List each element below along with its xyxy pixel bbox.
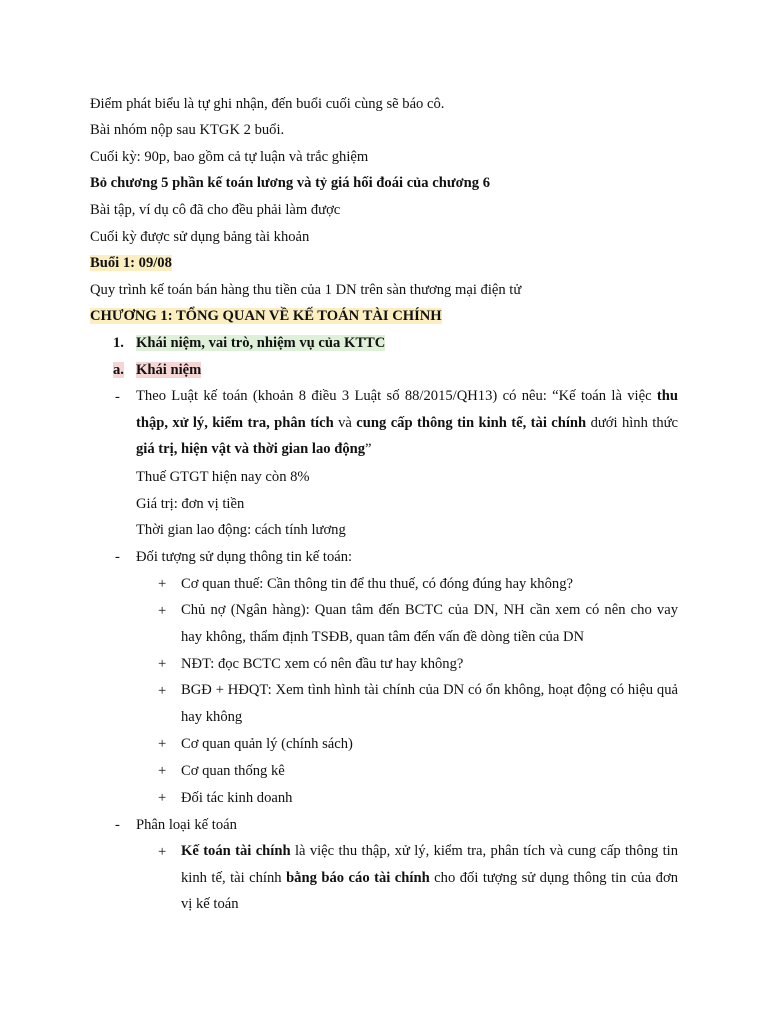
plus-marker: + [158,790,167,806]
note-line-4: Bỏ chương 5 phần kế toán lương và tỷ giá hối đoái của chương 6 [90,175,491,191]
section-heading [136,333,385,353]
section-number: 1. [113,335,124,351]
subsection-letter: a. [113,362,124,378]
plus-marker: + [158,656,167,672]
user-item: NĐT: đọc BCTC xem có nên đầu tư hay không? [181,656,464,672]
plus-marker: + [158,576,167,592]
plus-marker: + [158,763,167,779]
dash-marker: - [115,817,120,833]
user-item: BGĐ + HĐQT: Xem tình hình tài chính của DN có ổn không, hoạt động có hiệu quả hay không [181,682,678,725]
chapter-heading [90,306,442,326]
user-item: Đối tác kinh doanh [181,790,293,806]
note-line-5: Bài tập, ví dụ cô đã cho đều phải làm được [90,202,341,218]
definition-paragraph: Theo Luật kế toán (khoản 8 điều 3 Luật số 88/2015/QH13) có nêu: “Kế toán là việc thu thập, xử lý, kiểm tra, phân tích và cung cấp thông tin kinh tế, tài chính dưới hình thức giá trị, hiện vật và thời gian lao động” [136,388,679,457]
user-item: Cơ quan quản lý (chính sách) [181,736,353,752]
dash-marker: - [115,549,120,565]
note-line-1: Điểm phát biểu là tự ghi nhận, đến buổi cuối cùng sẽ báo cô. [90,96,445,112]
subsection-heading [136,360,201,380]
session-heading [90,253,172,273]
plus-marker: + [158,736,167,752]
user-item: Cơ quan thống kê [181,763,285,779]
note-value: Giá trị: đơn vị tiền [136,496,245,512]
user-item: Chủ nợ (Ngân hàng): Quan tâm đến BCTC của DN, NH cần xem có nên cho vay hay không, thẩm định TSĐB, quan tâm đến vấn đề dòng tiền của DN [181,602,678,645]
note-line-8: Quy trình kế toán bán hàng thu tiền của 1 DN trên sàn thương mại điện tử [90,282,522,298]
chapter-heading-text: CHƯƠNG 1: TỔNG QUAN VỀ KẾ TOÁN TÀI CHÍNH [90,308,442,324]
plus-marker: + [158,683,167,699]
classification-title: Phân loại kế toán [136,817,237,833]
users-title: Đối tượng sử dụng thông tin kế toán: [136,549,353,565]
dash-marker: - [115,389,120,405]
section-heading-text: Khái niệm, vai trò, nhiệm vụ của KTTC [136,335,386,351]
note-line-2: Bài nhóm nộp sau KTGK 2 buổi. [90,122,285,138]
financial-accounting-definition: Kế toán tài chính là việc thu thập, xử lý, kiểm tra, phân tích và cung cấp thông tin kinh tế, tài chính bằng báo cáo tài chính cho đối tượng sử dụng thông tin của đơn vị kế toán [181,843,678,912]
plus-marker: + [158,603,167,619]
plus-marker: + [158,844,167,860]
note-vat: Thuế GTGT hiện nay còn 8% [136,469,310,485]
note-labor-time: Thời gian lao động: cách tính lương [136,522,346,538]
note-line-6: Cuối kỳ được sử dụng bảng tài khoản [90,229,310,245]
subsection-heading-text: Khái niệm [136,362,202,378]
note-line-3: Cuối kỳ: 90p, bao gồm cả tự luận và trắc ghiệm [90,149,369,165]
user-item: Cơ quan thuế: Cần thông tin để thu thuế, có đóng đúng hay không? [181,576,573,592]
session-heading-text: Buổi 1: 09/08 [90,255,172,271]
